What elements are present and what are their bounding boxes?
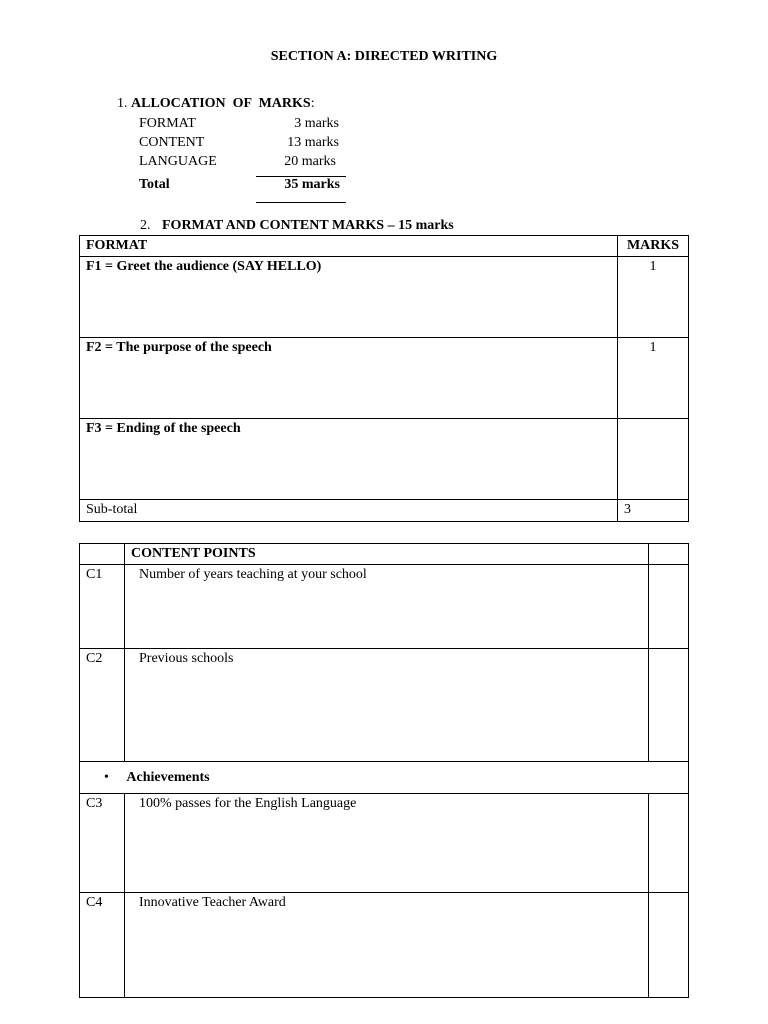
table-row [80, 565, 689, 649]
format-section-heading [140, 218, 454, 234]
achievements-label: Achievements [126, 769, 210, 785]
achievements-cell [80, 762, 689, 794]
table-row [80, 338, 689, 419]
allocation-label-language: LANGUAGE [139, 154, 217, 169]
table-row [80, 419, 689, 500]
content-text-c4: Innovative Teacher Award [125, 893, 649, 998]
format-table [79, 235, 689, 522]
marks-header-label: MARKS [618, 236, 689, 257]
format-f2-mark: 1 [618, 338, 689, 419]
allocation-colon: : [310, 96, 315, 111]
content-text-c3: 100% passes for the English Language [125, 794, 649, 893]
content-code-c1: C1 [80, 565, 125, 649]
format-header-label: FORMAT [80, 236, 618, 257]
allocation-value-content: 13 marks [287, 135, 339, 150]
content-table [79, 543, 689, 998]
content-mark-c4 [649, 893, 689, 998]
format-f2-text: F2 = The purpose of the speech [80, 338, 618, 419]
allocation-heading [117, 96, 315, 112]
allocation-value-language: 20 marks [284, 154, 336, 169]
content-mark-c3 [649, 794, 689, 893]
section-title: SECTION A: DIRECTED WRITING [270, 49, 498, 64]
content-code-c2: C2 [80, 649, 125, 762]
allocation-value-format: 3 marks [294, 116, 339, 131]
allocation-total-value: 35 marks [284, 177, 340, 192]
allocation-number: 1. [117, 96, 128, 111]
format-f1-mark: 1 [618, 257, 689, 338]
total-bottom-rule [256, 202, 346, 203]
allocation-total-label: Total [139, 177, 170, 192]
subtotal-row [80, 500, 689, 522]
format-f3-mark [618, 419, 689, 500]
allocation-label-format: FORMAT [139, 116, 196, 131]
table-row [80, 649, 689, 762]
content-text-c1: Number of years teaching at your school [125, 565, 649, 649]
subtotal-value: 3 [618, 500, 689, 522]
format-f3-text: F3 = Ending of the speech [80, 419, 618, 500]
content-table-header [80, 544, 689, 565]
allocation-title: ALLOCATION OF MARKS [131, 96, 311, 111]
table-row [80, 893, 689, 998]
content-header-label: CONTENT POINTS [125, 544, 649, 565]
format-table-header [80, 236, 689, 257]
subtotal-label: Sub-total [80, 500, 618, 522]
table-row [80, 794, 689, 893]
content-mark-c2 [649, 649, 689, 762]
content-mark-c1 [649, 565, 689, 649]
achievements-row [80, 762, 689, 794]
content-text-c2: Previous schools [125, 649, 649, 762]
content-header-marks-blank [649, 544, 689, 565]
allocation-label-content: CONTENT [139, 135, 205, 150]
bullet-icon: • [104, 769, 109, 785]
format-f1-text: F1 = Greet the audience (SAY HELLO) [80, 257, 618, 338]
format-section-number: 2. [140, 218, 151, 233]
content-header-blank [80, 544, 125, 565]
content-code-c3: C3 [80, 794, 125, 893]
content-code-c4: C4 [80, 893, 125, 998]
table-row [80, 257, 689, 338]
format-section-title: FORMAT AND CONTENT MARKS – 15 marks [162, 218, 454, 233]
